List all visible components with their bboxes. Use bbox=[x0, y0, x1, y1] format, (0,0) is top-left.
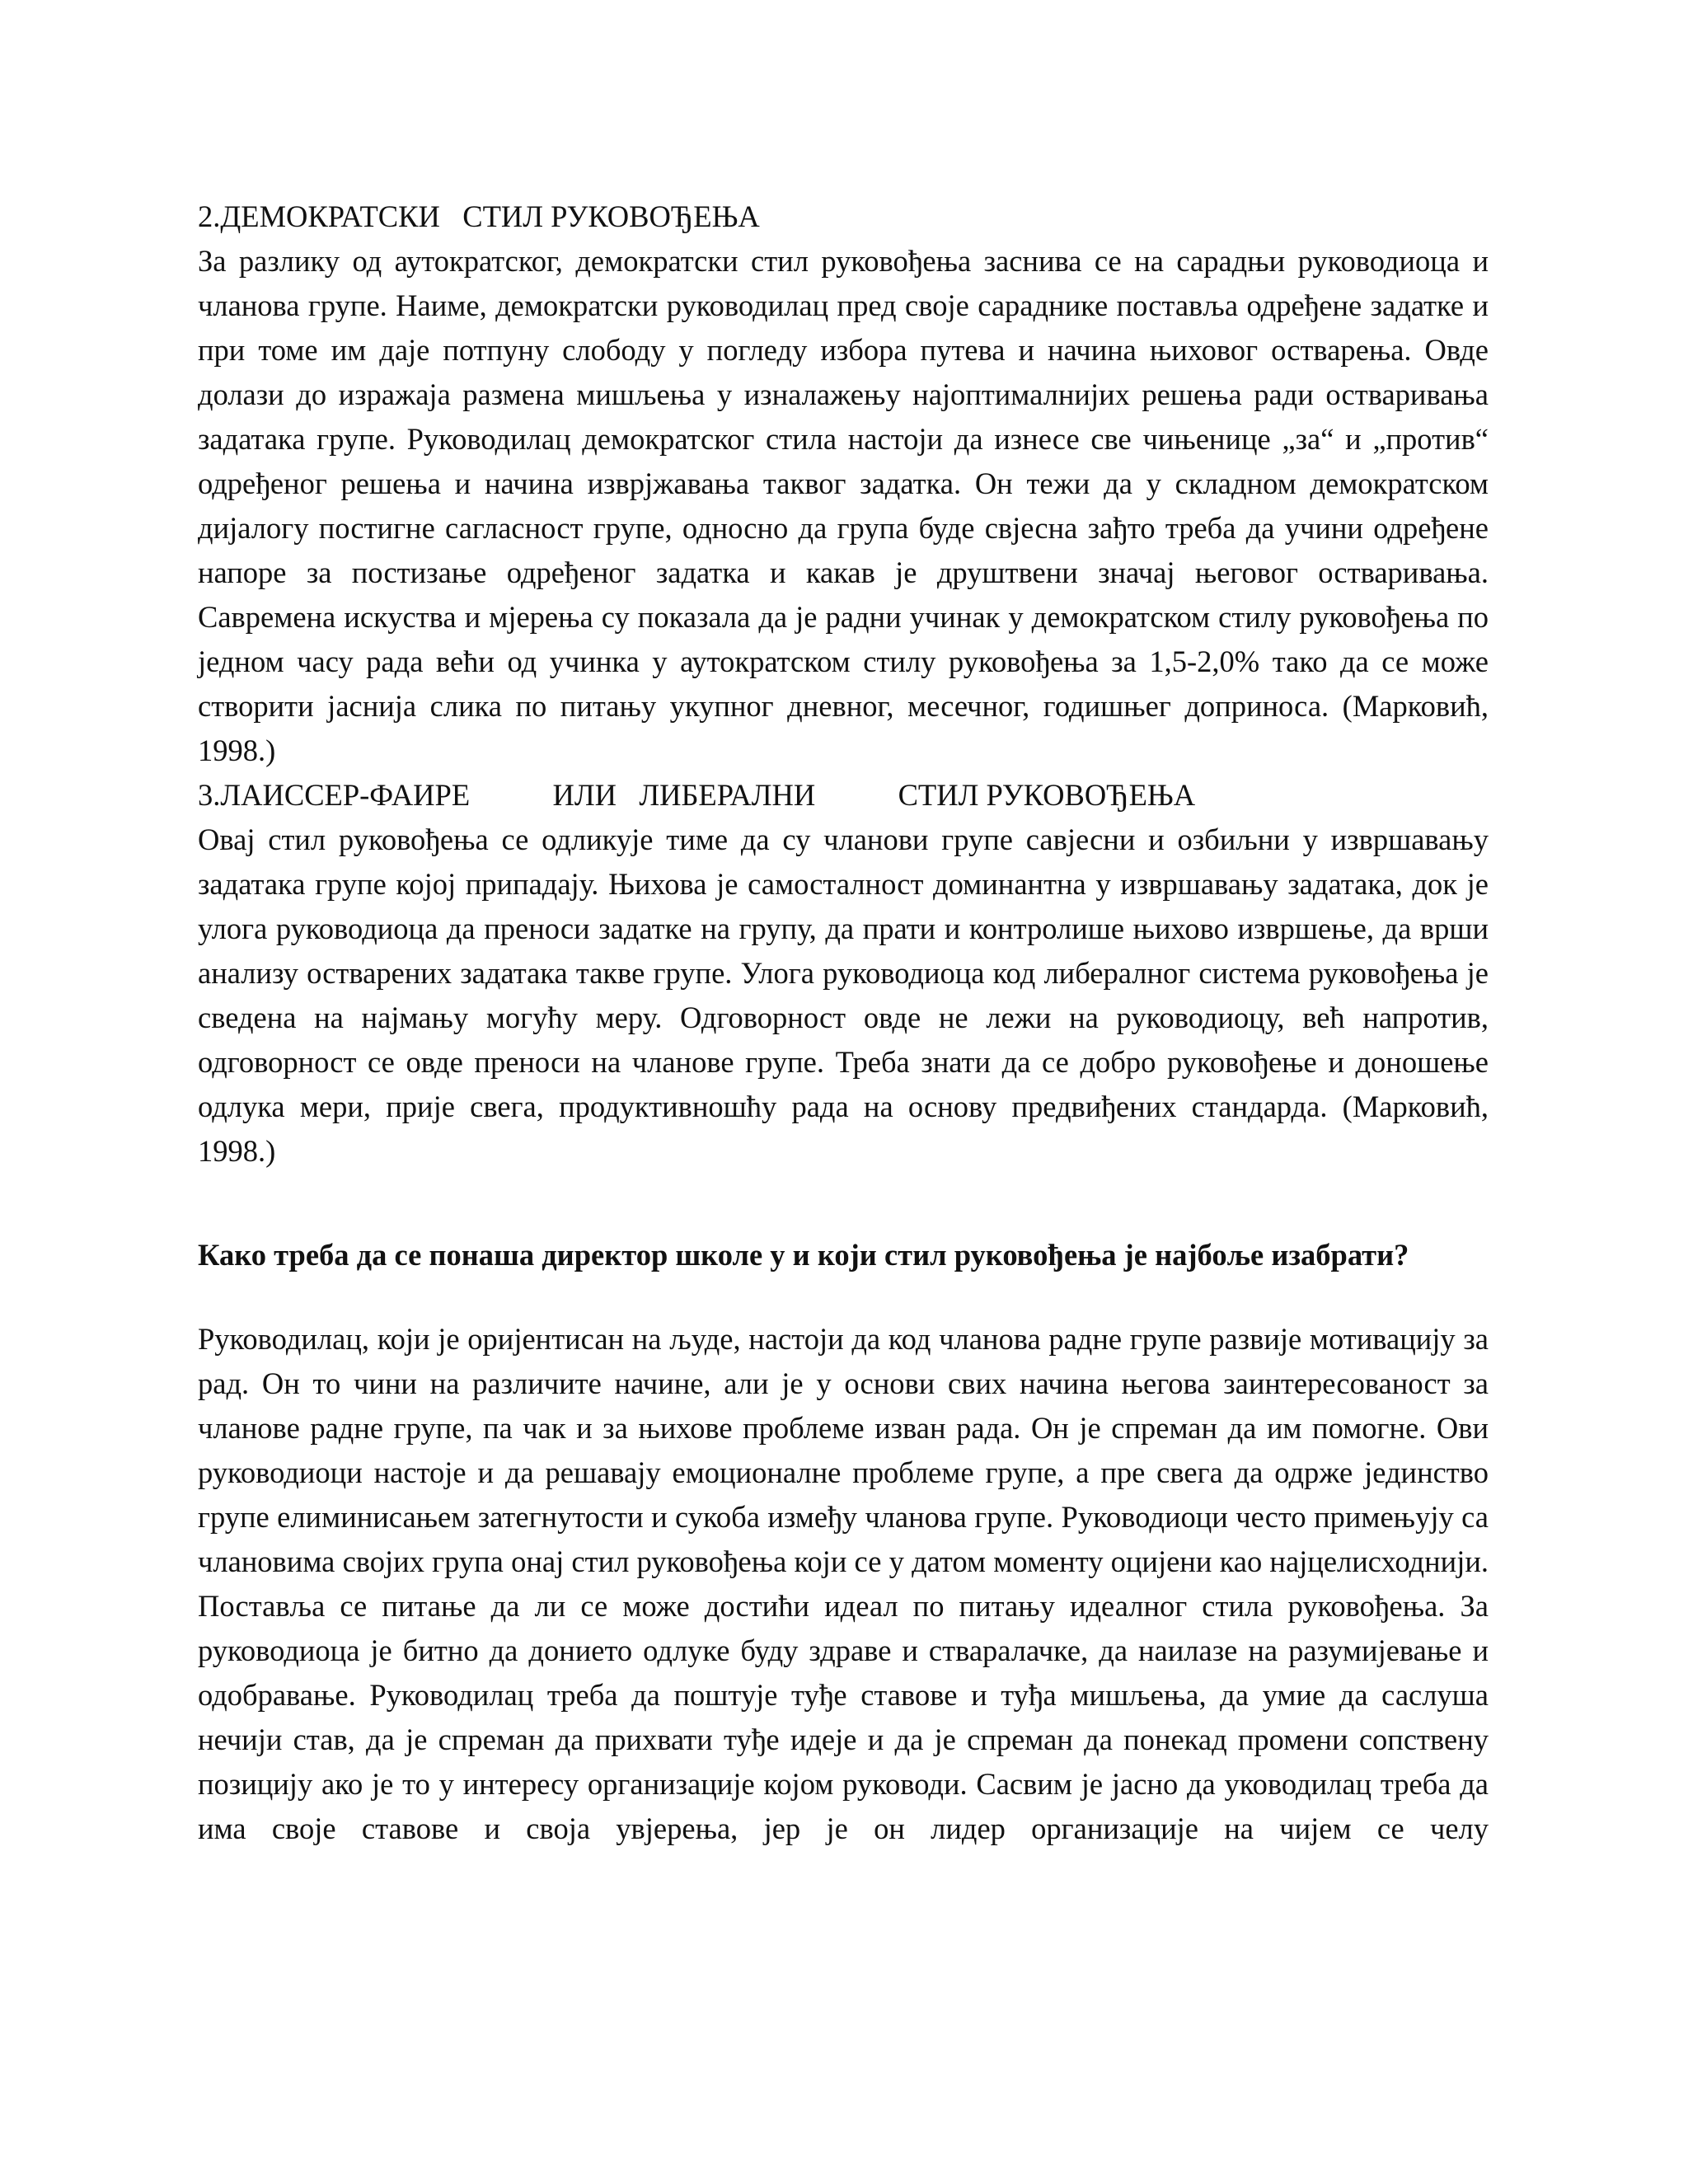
closing-paragraph: Руководилац, који је оријентисан на људе, настоји да код чланова радне групе развије мотивацију за рад. Он то чини на различите начине, али је у основи свих начина његова заинтересованост за чланове радне групе, па чак и за њихове проблеме изван рада. Он је спреман да им помогне. Ови руководиоци настоје и да решавају емоционалне проблеме групе, а пре свега да одрже јединство групе елиминисањем затегнутости и сукоба између чланова групе. Руководиоци често примењују са члановима својих група онај стил руковођења који се у датом моменту оцијени као најцелисходнији. Поставља се питање да ли се може достићи идеал по питању идеалног стила руковођења. За руководиоца је битно да донието одлуке буду здраве и стваралачке, да наилазе на разумијевање и одобравање. Руководилац треба да поштује туђе ставове и туђа мишљења, да умие да саслуша нечији став, да је спреман да прихвати туђе идеје и да је спреман да понекад промени сопствену позицију ако је то у интересу организације којом руководи. Сасвим је јасно да уководилац треба да има своје ставове и своја увјерења, јер је он лидер организације на чијем се челу bbox=[198, 1322, 1489, 1845]
section-2-paragraph: За разлику од аутократског, демократски стил руковођења заснива се на сарадњи руководиоца и чланова групе. Наиме, демократски руководилац пред своје сараднике поставља одређене задатке и при томе им даје потпуну слободу у погледу избора путева и начина њиховог остварења. Овде долази до изражаја размена мишљења у изналажењу најоптималнијих решења ради остваривања задатака групе. Руководилац демократског стила настоји да изнесе све чињенице „за“ и „против“ одређеног решења и начина изврјжавања таквог задатка. Он тежи да у складном демократском дијалогу постигне сагласност групе, односно да група буде свјесна зађто треба да учини одређене напоре за постизање одређеног задатка и какав је друштвени значај његовог остваривања. Савремена искуства и мјерења су показала да је радни учинак у демократском стилу руковођења по једном часу рада већи од учинка у аутократском стилу руковођења за 1,5-2,0% тако да се може створити јаснија слика по питању укупног дневног, месечног, годишњег доприноса. (Марковић, 1998.) bbox=[198, 244, 1489, 767]
document-page bbox=[198, 194, 1489, 1851]
question-heading: Како треба да се понаша директор школе у и који стил руковођења је најбоље изабрати? bbox=[198, 1238, 1409, 1272]
section-3-heading: 3.ЛАИССЕР-ФАИРЕ ИЛИ ЛИБЕРАЛНИ СТИЛ РУКОВОЂЕЊА bbox=[198, 778, 1196, 812]
section-2-heading: 2.ДЕМОКРАТСКИ СТИЛ РУКОВОЂЕЊА bbox=[198, 199, 760, 233]
section-3-paragraph: Овај стил руковођења се одликује тиме да су чланови групе савјесни и озбиљни у извршавању задатака групе којој припадају. Њихова је самосталност доминантна у извршавању задатака, док је улога руководиоца да преноси задатке на групу, да прати и контролише њихово извршење, да врши анализу остварених задатака такве групе. Улога руководиоца код либералног система руковођења је сведена на најмању могућу меру. Одговорност овде не лежи на руководиоцу, већ напротив, одговорност се овде преноси на чланове групе. Треба знати да се добро руковођење и доношење одлука мери, прије свега, продуктивношћу рада на основу предвиђених стандарда. (Марковић, 1998.) bbox=[198, 823, 1489, 1168]
